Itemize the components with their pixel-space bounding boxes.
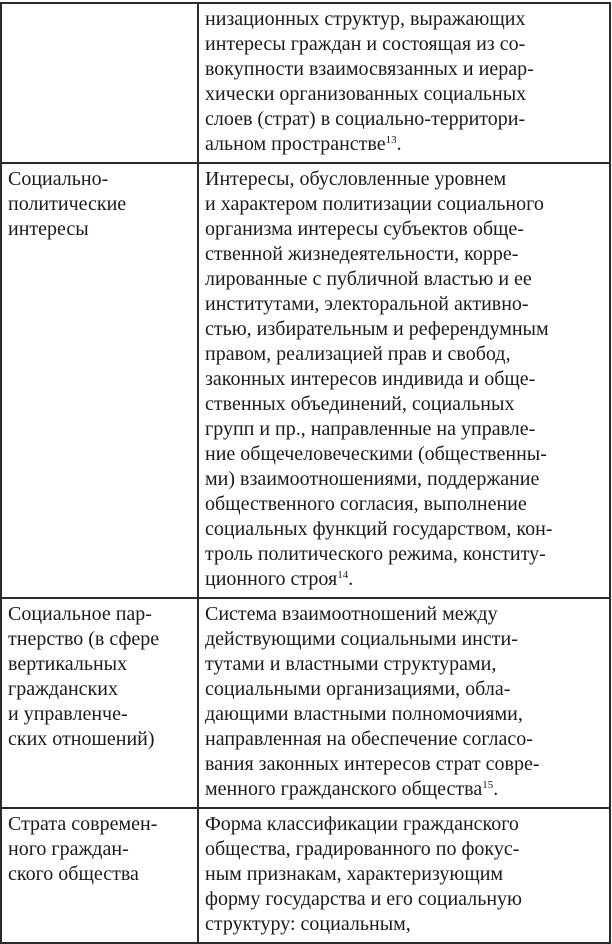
sentence-end: . [493, 778, 499, 800]
definition-text: организма интересы субъектов обще- [205, 218, 524, 240]
term-cell [1, 598, 198, 808]
definition-line [205, 192, 603, 217]
definition-line [205, 752, 603, 777]
definition-text: ственной жизнедеятельности, корре- [205, 243, 519, 265]
definition-line [205, 82, 603, 107]
definition-line [205, 32, 603, 57]
definition-text: социальных функций государством, кон- [205, 518, 553, 540]
definition-line [205, 167, 603, 192]
definition-text: правом, реализацией прав и свобод, [205, 343, 511, 365]
term-line: и управленче- [8, 703, 128, 725]
definition-line [205, 7, 603, 32]
definition-line [205, 417, 603, 442]
definition-line [205, 542, 603, 567]
footnote-reference[interactable]: 14 [337, 569, 349, 581]
definition-line [205, 217, 603, 242]
definition-text: общественного согласия, выполнение [205, 493, 527, 515]
definition-line [205, 492, 603, 517]
definition-text: вания законных интересов страт совре- [205, 753, 540, 775]
definition-line [205, 517, 603, 542]
definition-text: тутами и властными структурами, [205, 653, 497, 675]
definition-text: ственных объединений, социальных [205, 393, 515, 415]
term-line: Социально- [8, 168, 109, 190]
definition-line [205, 317, 603, 342]
table-row [1, 3, 610, 163]
definition-text: ние общечеловеческими (общественны- [205, 443, 547, 465]
definition-text: хически организованных социальных [205, 83, 527, 105]
definition-line [205, 242, 603, 267]
term-line: тнерство (в сфере [8, 628, 160, 650]
definition-line [205, 342, 603, 367]
definition-cell [198, 598, 610, 808]
definition-text: лированные с публичной властью и ее [205, 268, 532, 290]
definition-line [205, 57, 603, 82]
term-line: вертикальных [8, 653, 128, 675]
table-body [1, 3, 610, 943]
definition-line [205, 727, 603, 752]
term-line: Страта современ- [8, 813, 158, 835]
definition-text: менного гражданского общества [205, 778, 483, 800]
definition-line [205, 267, 603, 292]
table-row [1, 598, 610, 808]
definition-text: законных интересов индивида и обще- [205, 368, 536, 390]
definition-text: форму государства и его социальную [205, 888, 522, 910]
term-line: ских отношений) [8, 728, 155, 750]
term-line: политические [8, 193, 127, 215]
definition-line [205, 812, 603, 837]
term-line: ного граждан- [8, 838, 129, 860]
definition-cell [198, 3, 610, 163]
sentence-end: . [348, 568, 354, 590]
definition-line [205, 887, 603, 912]
definition-text: низационных структур, выражающих [205, 8, 526, 30]
definition-text: Интересы, обусловленные уровнем [205, 168, 507, 190]
definition-line [205, 367, 603, 392]
definition-text: вокупности взаимосвязанных и иерар- [205, 58, 534, 80]
term-cell [1, 163, 198, 598]
definition-text: институтами, электоральной активно- [205, 293, 529, 315]
term-cell [1, 3, 198, 163]
term-line: гражданских [8, 678, 118, 700]
definition-text: и характером политизации социального [205, 193, 544, 215]
definition-line [205, 912, 603, 937]
definition-line [205, 292, 603, 317]
definition-line [205, 777, 603, 802]
definition-text: групп и пр., направленные на управле- [205, 418, 536, 440]
definition-line [205, 442, 603, 467]
term-line: интересы [8, 218, 89, 240]
definition-text: направленная на обеспечение согласо- [205, 728, 533, 750]
definition-line [205, 392, 603, 417]
definition-text: ми) взаимоотношениями, поддержание [205, 468, 540, 490]
definition-text: структуру: социальным, [205, 913, 411, 935]
definitions-table [0, 2, 611, 944]
definition-line [205, 132, 603, 157]
definition-text: дающими властными полномочиями, [205, 703, 523, 725]
definition-text: слоев (страт) в социально-территори- [205, 108, 526, 130]
table-row [1, 163, 610, 598]
term-line: Социальное пар- [8, 603, 152, 625]
definition-line [205, 467, 603, 492]
definition-text: ционного строя [205, 568, 338, 590]
sentence-end: . [396, 133, 402, 155]
definition-text: Форма классификации гражданского [205, 813, 519, 835]
definition-text: социальными организациями, обла- [205, 678, 511, 700]
definition-line [205, 837, 603, 862]
definition-text: интересы граждан и состоящая из со- [205, 33, 526, 55]
definition-text: ным признакам, характеризующим [205, 863, 504, 885]
definition-cell [198, 163, 610, 598]
definition-line [205, 602, 603, 627]
definition-line [205, 107, 603, 132]
definition-text: стью, избирательным и референдумным [205, 318, 549, 340]
definition-line [205, 652, 603, 677]
definition-line [205, 862, 603, 887]
definition-text: Система взаимоотношений между [205, 603, 498, 625]
definition-line [205, 702, 603, 727]
term-line: ского общества [8, 863, 139, 885]
footnote-reference[interactable]: 15 [482, 779, 494, 791]
definition-text: альном пространстве [205, 133, 386, 155]
definition-line [205, 677, 603, 702]
definition-line [205, 567, 603, 592]
footnote-reference[interactable]: 13 [385, 134, 397, 146]
definition-text: действующими социальными инсти- [205, 628, 518, 650]
definition-text: троль политического режима, конститу- [205, 543, 546, 565]
definition-line [205, 627, 603, 652]
definition-text: общества, градированного по фокус- [205, 838, 520, 860]
